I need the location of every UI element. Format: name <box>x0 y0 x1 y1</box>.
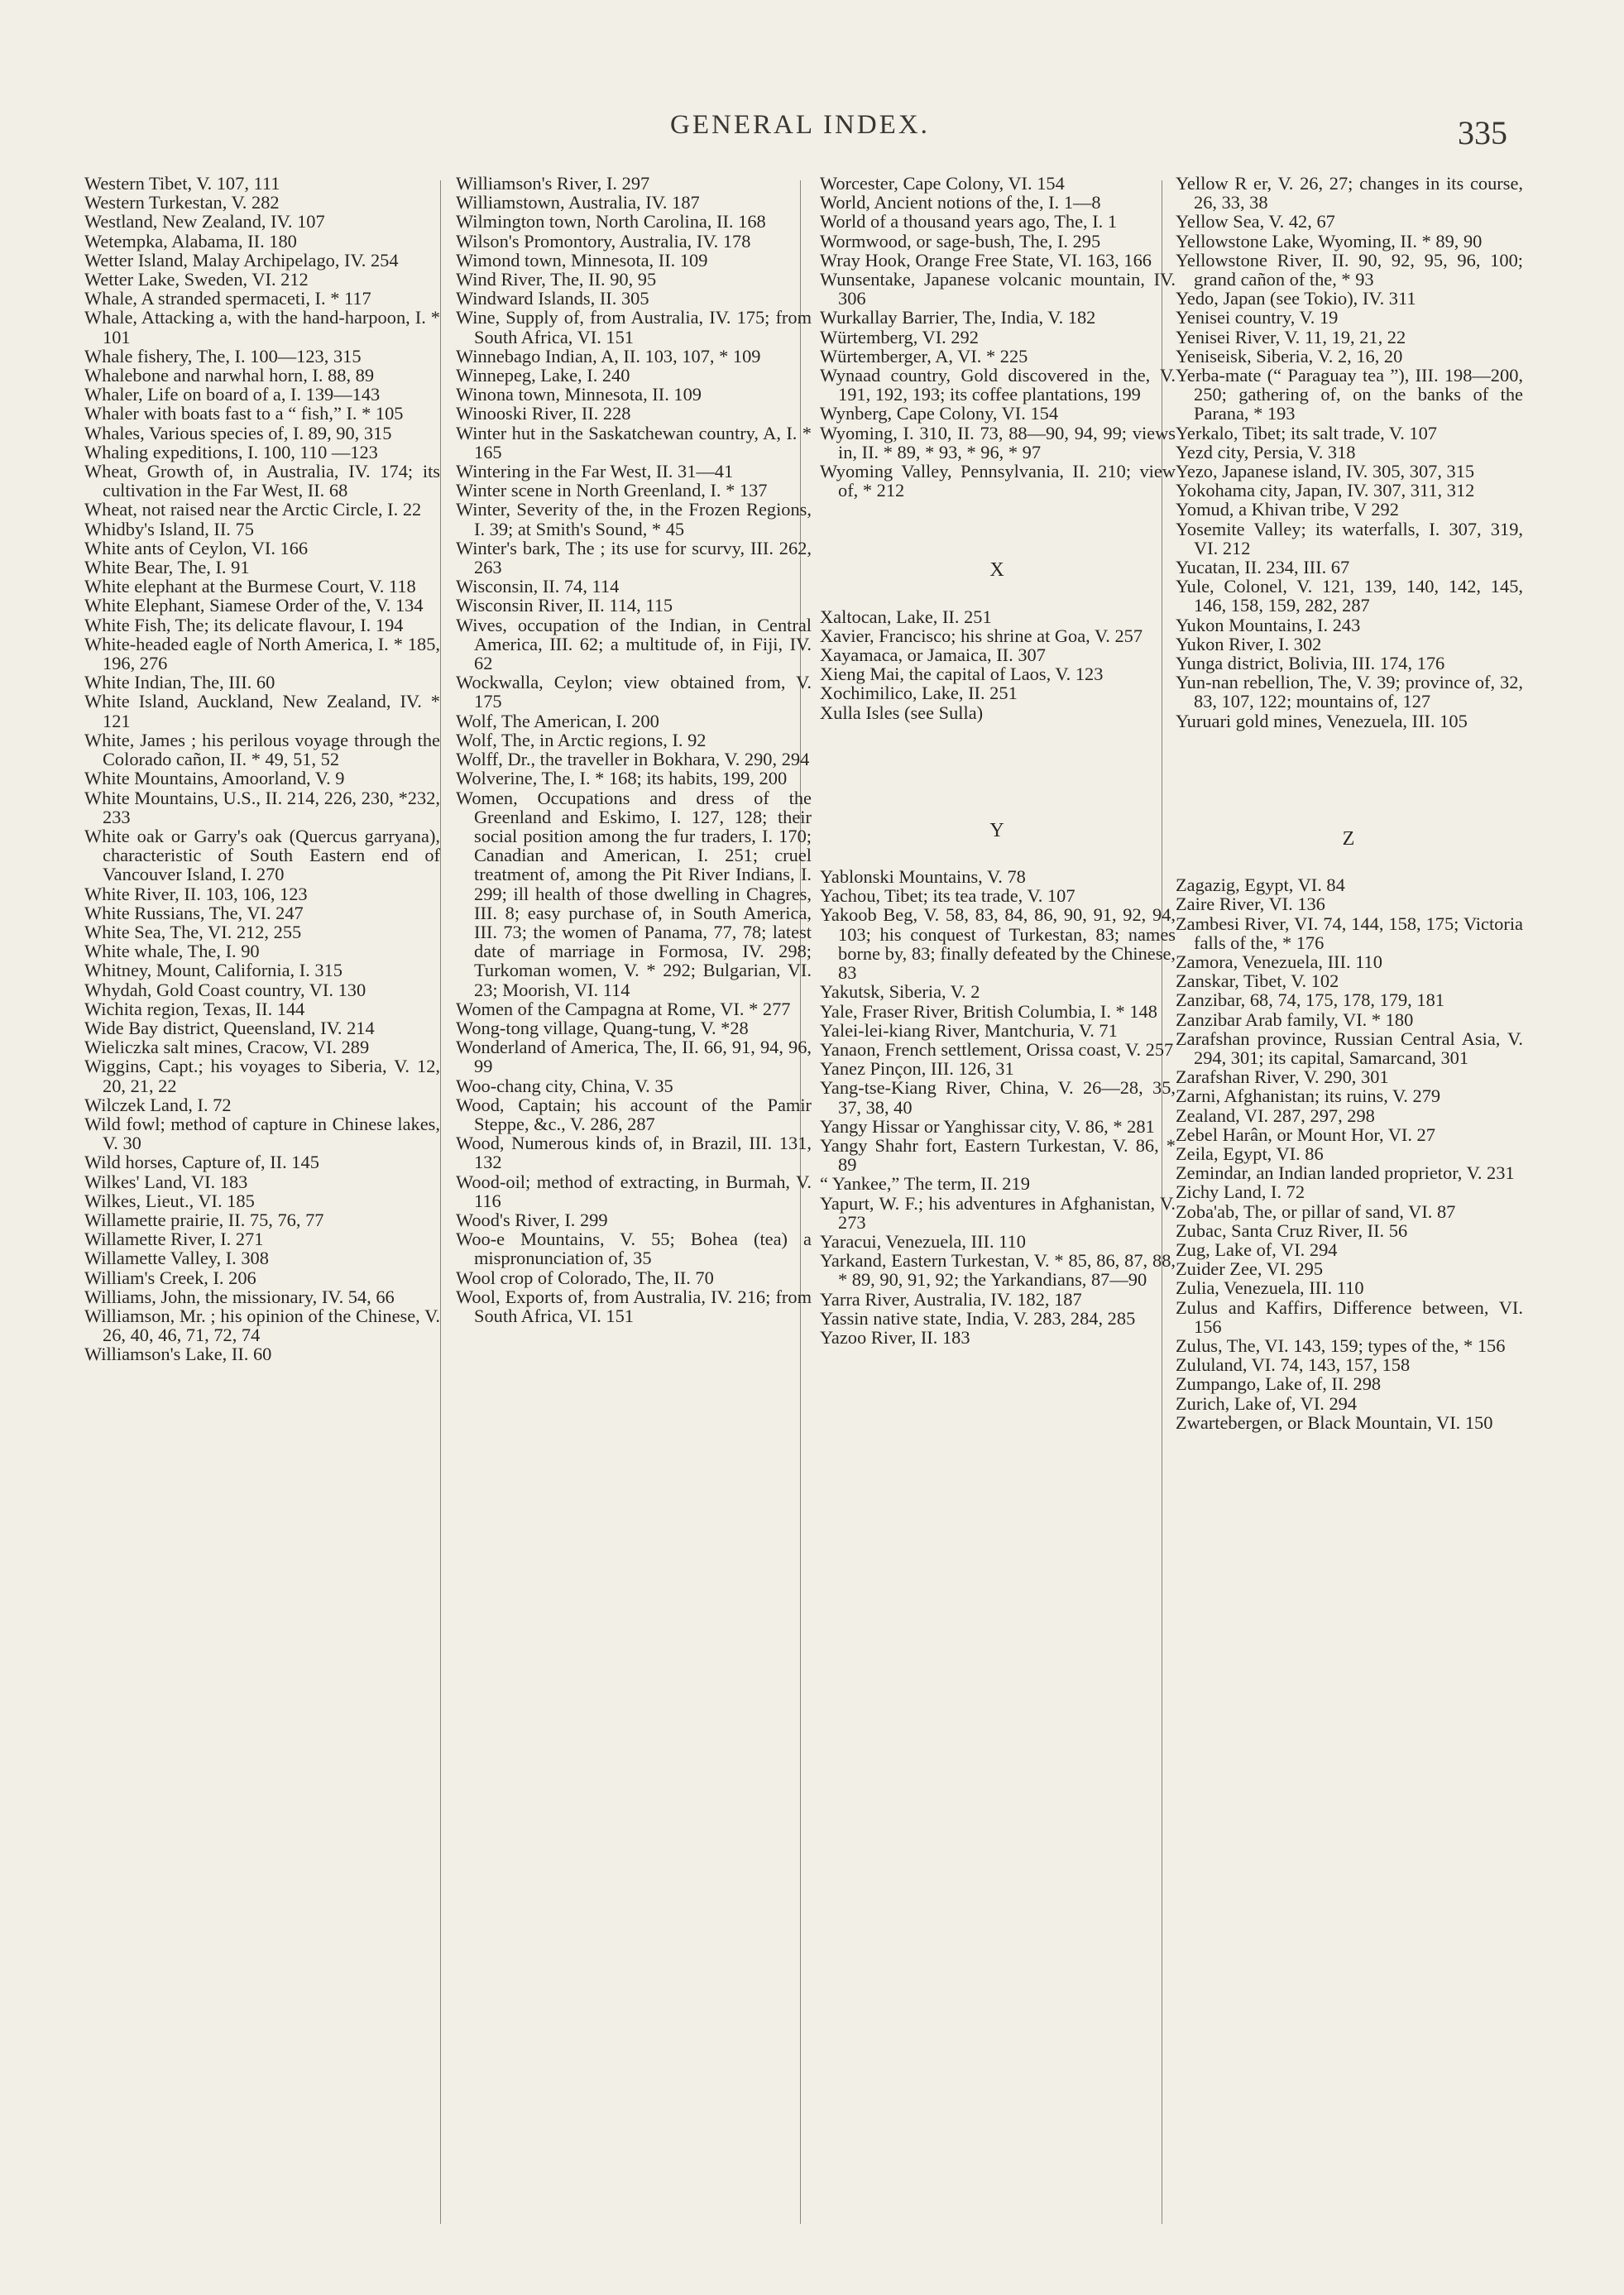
index-entry: Yokohama city, Japan, IV. 307, 311, 312 <box>1176 480 1475 501</box>
index-entry: Wiggins, Capt.; his voyages to Siberia, V. 12, 20, 21, 22 <box>84 1056 440 1096</box>
index-entry: Würtemberger, A, VI. * 225 <box>820 345 1028 367</box>
index-entry: Wheat, Growth of, in Australia, IV. 174; its cultivation in the Far West, II. 68 <box>84 461 440 501</box>
index-entry: Whale, Attacking a, with the hand-harpoon, I. * 101 <box>84 307 440 347</box>
index-entry: Yun-nan rebellion, The, V. 39; province of, 32, 83, 107, 122; mountains of, 127 <box>1176 672 1523 712</box>
index-entry: Xavier, Francisco; his shrine at Goa, V. 257 <box>820 625 1143 646</box>
index-entry: Wonderland of America, The, II. 66, 91, 94, 96, 99 <box>456 1037 812 1077</box>
index-entry: Yerba-mate (“ Paraguay tea ”), III. 198—200, 250; gathering of, on the banks of the Parana, * 193 <box>1176 365 1523 424</box>
index-entry: Yellowstone River, II. 90, 92, 95, 96, 100; grand cañon of the, * 93 <box>1176 249 1523 290</box>
index-entry: Willamette River, I. 271 <box>84 1229 264 1250</box>
index-entry: Zarafshan River, V. 290, 301 <box>1176 1066 1389 1088</box>
index-entry: Yeniseisk, Siberia, V. 2, 16, 20 <box>1176 345 1403 367</box>
section-gap <box>1176 731 1523 830</box>
index-entry: Yazoo River, II. 183 <box>820 1326 970 1348</box>
section-letter-heading: X <box>989 559 1006 582</box>
index-entry: Yezo, Japanese island, IV. 305, 307, 315 <box>1176 461 1475 482</box>
index-entry: Zaire River, VI. 136 <box>1176 894 1325 915</box>
index-entry: Zanzibar, 68, 74, 175, 178, 179, 181 <box>1176 989 1444 1011</box>
index-entry: Zagazig, Egypt, VI. 84 <box>1176 874 1345 896</box>
index-entry: White ants of Ceylon, VI. 166 <box>84 537 309 558</box>
index-entry: Whales, Various species of, I. 89, 90, 315 <box>84 422 392 443</box>
index-entry: Zanskar, Tibet, V. 102 <box>1176 970 1339 992</box>
index-entry: Wolff, Dr., the traveller in Bokhara, V. 290, 294 <box>456 749 810 770</box>
index-entry: Zurich, Lake of, VI. 294 <box>1176 1392 1358 1414</box>
index-entry: Willamette prairie, II. 75, 76, 77 <box>84 1209 324 1230</box>
index-entry: White River, II. 103, 106, 123 <box>84 883 308 904</box>
index-entry: Woo-e Mountains, V. 55; Bohea (tea) a mispronunciation of, 35 <box>456 1229 812 1269</box>
index-entry: Yosemite Valley; its waterfalls, I. 307, 319, VI. 212 <box>1176 518 1523 558</box>
index-entry: White Bear, The, I. 91 <box>84 557 250 578</box>
index-entry: World of a thousand years ago, The, I. 1 <box>820 211 1118 232</box>
index-entry: Zug, Lake of, VI. 294 <box>1176 1239 1338 1260</box>
index-entry: Wood, Numerous kinds of, in Brazil, III. 131, 132 <box>456 1133 812 1173</box>
index-entry: Williamson, Mr. ; his opinion of the Chinese, V. 26, 40, 46, 71, 72, 74 <box>84 1305 440 1346</box>
index-entry: Whaler with boats fast to a “ fish,” I. * 105 <box>84 403 404 424</box>
index-entry: Wolverine, The, I. * 168; its habits, 199, 200 <box>456 768 788 789</box>
index-entry: Yalei-lei-kiang River, Mantchuria, V. 71 <box>820 1019 1118 1041</box>
index-entry: Wood's River, I. 299 <box>456 1209 608 1230</box>
index-entry: Yakoob Beg, V. 58, 83, 84, 86, 90, 91, 92, 94, 103; his conquest of Turkestan, 83; names borne by, 83; finally defeated by the Chinese, 83 <box>820 904 1176 984</box>
index-entry: Wheat, not raised near the Arctic Circle, I. 22 <box>84 499 422 520</box>
index-entry: Wyoming Valley, Pennsylvania, II. 210; view of, * 212 <box>820 461 1176 501</box>
index-entry: Western Turkestan, V. 282 <box>84 192 280 213</box>
index-entry: Zichy Land, I. 72 <box>1176 1181 1305 1203</box>
index-entry: White Sea, The, VI. 212, 255 <box>84 921 302 942</box>
index-entry: Yucatan, II. 234, III. 67 <box>1176 557 1350 578</box>
index-entry: Whale fishery, The, I. 100—123, 315 <box>84 345 362 367</box>
index-entry: Williamson's Lake, II. 60 <box>84 1344 272 1365</box>
index-entry: Wieliczka salt mines, Cracow, VI. 289 <box>84 1037 370 1058</box>
running-title: GENERAL INDEX. <box>670 110 930 140</box>
index-entry: Zululand, VI. 74, 143, 157, 158 <box>1176 1354 1411 1376</box>
index-entry: Whalebone and narwhal horn, I. 88, 89 <box>84 365 375 386</box>
index-entry: Whydah, Gold Coast country, VI. 130 <box>84 979 366 1000</box>
index-column-2 <box>456 174 812 2226</box>
index-entry: Yenisei River, V. 11, 19, 21, 22 <box>1176 326 1406 347</box>
index-entry: Women of the Campagna at Rome, VI. * 277 <box>456 998 791 1019</box>
index-entry: Wives, occupation of the Indian, in Central America, III. 62; a multitude of, in Fiji, IV. 62 <box>456 614 812 674</box>
index-entry: Zamora, Venezuela, III. 110 <box>1176 951 1382 972</box>
index-entry: Wisconsin, II. 74, 114 <box>456 576 620 597</box>
index-entry: Wolf, The American, I. 200 <box>456 710 659 731</box>
index-entry: White Elephant, Siamese Order of the, V. 134 <box>84 595 424 616</box>
index-entry: White Fish, The; its delicate flavour, I. 194 <box>84 614 404 635</box>
index-entry: Wilson's Promontory, Australia, IV. 178 <box>456 230 751 252</box>
index-entry: Winter's bark, The ; its use for scurvy, III. 262, 263 <box>456 537 812 578</box>
section-gap <box>820 841 1176 867</box>
index-entry: Women, Occupations and dress of the Greenland and Eskimo, I. 127, 128; their social position among the fur traders, I. 170; Canadian and American, I. 251; cruel treatment of, among the Pit River Indians, I. 299; ill health of those dwelling in Chagres, III. 8; easy purchase of, in South America, III. 73; the women of Panama, 77, 78; latest date of marriage in Formosa, IV. 298; Turkoman women, V. * 292; Bulgarian, VI. 23; Moorish, VI. 114 <box>456 787 812 1000</box>
index-entry: Yanaon, French settlement, Orissa coast, V. 257 <box>820 1038 1174 1060</box>
index-entry: Winona town, Minnesota, II. 109 <box>456 384 702 405</box>
index-entry: White Island, Auckland, New Zealand, IV. * 121 <box>84 691 440 731</box>
index-entry: William's Creek, I. 206 <box>84 1267 256 1288</box>
index-entry: Yassin native state, India, V. 283, 284, 285 <box>820 1307 1136 1329</box>
index-entry: Wilkes, Lieut., VI. 185 <box>84 1190 255 1211</box>
index-entry: “ Yankee,” The term, II. 219 <box>820 1173 1030 1195</box>
index-entry: Winooski River, II. 228 <box>456 403 631 424</box>
index-entry: Wurkallay Barrier, The, India, V. 182 <box>820 307 1096 328</box>
index-entry: Yangy Shahr fort, Eastern Turkestan, V. 86, * 89 <box>820 1134 1176 1176</box>
index-entry: Wilkes' Land, VI. 183 <box>84 1171 248 1192</box>
index-entry: Xulla Isles (see Sulla) <box>820 702 984 723</box>
index-entry: White Mountains, Amoorland, V. 9 <box>84 768 345 789</box>
index-entry: White-headed eagle of North America, I. * 185, 196, 276 <box>84 633 440 674</box>
index-entry: Whitney, Mount, California, I. 315 <box>84 960 343 981</box>
index-entry: Western Tibet, V. 107, 111 <box>84 174 280 194</box>
index-entry: White Russians, The, VI. 247 <box>84 902 304 923</box>
index-entry: Willamette Valley, I. 308 <box>84 1248 269 1269</box>
index-entry: Zarafshan province, Russian Central Asia, V. 294, 301; its capital, Samarcand, 301 <box>1176 1028 1523 1068</box>
index-entry: Woo-chang city, China, V. 35 <box>456 1075 673 1096</box>
index-entry: Yomud, a Khivan tribe, V 292 <box>1176 499 1399 520</box>
index-entry: Worcester, Cape Colony, VI. 154 <box>820 174 1065 194</box>
index-entry: Wetter Island, Malay Archipelago, IV. 254 <box>84 249 399 271</box>
index-entry: White elephant at the Burmese Court, V. 118 <box>84 576 416 597</box>
index-entry: Yule, Colonel, V. 121, 139, 140, 142, 145, 146, 158, 159, 282, 287 <box>1176 576 1523 616</box>
index-entry: Yenisei country, V. 19 <box>1176 307 1339 328</box>
index-column-3 <box>820 174 1176 2226</box>
index-entry: Winter scene in North Greenland, I. * 137 <box>456 480 768 501</box>
index-entry: Wockwalla, Ceylon; view obtained from, V. 175 <box>456 672 812 712</box>
index-entry: Wichita region, Texas, II. 144 <box>84 998 305 1019</box>
index-entry: Zumpango, Lake of, II. 298 <box>1176 1373 1382 1395</box>
index-entry: Xochimilico, Lake, II. 251 <box>820 683 1018 704</box>
index-entry: Wintering in the Far West, II. 31—41 <box>456 461 734 482</box>
section-gap <box>820 722 1176 822</box>
index-entry: Wilczek Land, I. 72 <box>84 1094 232 1115</box>
index-entry: Whale, A stranded spermaceti, I. * 117 <box>84 288 371 309</box>
index-entry: Williamstown, Australia, IV. 187 <box>456 192 700 213</box>
index-entry: Windward Islands, II. 305 <box>456 288 649 309</box>
index-entry: Yunga district, Bolivia, III. 174, 176 <box>1176 653 1445 674</box>
index-entry: Wine, Supply of, from Australia, IV. 175; from South Africa, VI. 151 <box>456 307 812 347</box>
index-entry: Yakutsk, Siberia, V. 2 <box>820 981 980 1003</box>
index-entry: Wray Hook, Orange Free State, VI. 163, 166 <box>820 249 1152 271</box>
index-entry: Yapurt, W. F.; his adventures in Afghanistan, V. 273 <box>820 1192 1176 1233</box>
index-entry: Yarra River, Australia, IV. 182, 187 <box>820 1288 1082 1310</box>
index-entry: Wood-oil; method of extracting, in Burmah, V. 116 <box>456 1171 812 1211</box>
index-entry: Yangy Hissar or Yanghissar city, V. 86, * 281 <box>820 1115 1155 1137</box>
index-entry: White oak or Garry's oak (Quercus garryana), characteristic of South Eastern end of Vancouver Island, I. 270 <box>84 825 440 885</box>
index-entry: Zealand, VI. 287, 297, 298 <box>1176 1104 1375 1126</box>
index-entry: White, James ; his perilous voyage through the Colorado cañon, II. * 49, 51, 52 <box>84 729 440 770</box>
section-gap <box>1176 849 1523 875</box>
index-entry: Wetter Lake, Sweden, VI. 212 <box>84 269 309 290</box>
section-gap <box>820 500 1176 561</box>
index-entry: Zwartebergen, or Black Mountain, VI. 150 <box>1176 1411 1493 1433</box>
index-entry: Winnepeg, Lake, I. 240 <box>456 365 630 386</box>
index-entry: Zarni, Afghanistan; its ruins, V. 279 <box>1176 1085 1441 1107</box>
index-entry: Yanez Pinçon, III. 126, 31 <box>820 1058 1014 1080</box>
index-entry: World, Ancient notions of the, I. 1—8 <box>820 192 1101 213</box>
index-entry: Wisconsin River, II. 114, 115 <box>456 595 673 616</box>
index-entry: Wool crop of Colorado, The, II. 70 <box>456 1267 714 1288</box>
index-entry: Wind River, The, II. 90, 95 <box>456 269 657 290</box>
index-entry: Würtemberg, VI. 292 <box>820 326 979 347</box>
index-entry: Zemindar, an Indian landed proprietor, V. 231 <box>1176 1162 1515 1184</box>
index-entry: Winnebago Indian, A, II. 103, 107, * 109 <box>456 345 761 367</box>
index-entry: Wilmington town, North Carolina, II. 168 <box>456 211 766 232</box>
index-entry: Wetempka, Alabama, II. 180 <box>84 230 297 252</box>
section-letter-heading: Y <box>989 819 1006 841</box>
index-entry: Yaracui, Venezuela, III. 110 <box>820 1230 1026 1252</box>
index-entry: White whale, The, I. 90 <box>84 941 260 962</box>
index-entry: Wong-tong village, Quang-tung, V. *28 <box>456 1017 749 1038</box>
index-entry: Westland, New Zealand, IV. 107 <box>84 211 325 232</box>
index-entry: Wimond town, Minnesota, II. 109 <box>456 249 708 271</box>
index-column-4 <box>1176 174 1523 2226</box>
index-entry: Williams, John, the missionary, IV. 54, 66 <box>84 1286 395 1307</box>
section-letter-heading: Z <box>1342 827 1357 850</box>
index-entry: Xaltocan, Lake, II. 251 <box>820 606 992 627</box>
page-header <box>0 110 1624 160</box>
index-entry: White Mountains, U.S., II. 214, 226, 230, *232, 233 <box>84 787 440 827</box>
index-entry: Winter hut in the Saskatchewan country, A, I. * 165 <box>456 422 812 462</box>
index-entry: Zeila, Egypt, VI. 86 <box>1176 1143 1324 1164</box>
page-number: 335 <box>1458 114 1507 151</box>
index-entry: Wormwood, or sage-bush, The, I. 295 <box>820 230 1101 252</box>
index-entry: Yale, Fraser River, British Columbia, I. * 148 <box>820 1000 1157 1022</box>
index-entry: Yachou, Tibet; its tea trade, V. 107 <box>820 885 1075 907</box>
index-entry: Wolf, The, in Arctic regions, I. 92 <box>456 729 707 750</box>
index-entry: Yuruari gold mines, Venezuela, III. 105 <box>1176 710 1468 731</box>
index-entry: Wynaad country, Gold discovered in the, V. 191, 192, 193; its coffee plantations, 199 <box>820 365 1176 405</box>
index-entry: Zuider Zee, VI. 295 <box>1176 1258 1324 1280</box>
index-entry: Yellowstone Lake, Wyoming, II. * 89, 90 <box>1176 230 1483 252</box>
index-entry: Zambesi River, VI. 74, 144, 158, 175; Victoria falls of the, * 176 <box>1176 913 1523 953</box>
index-entry: Wild horses, Capture of, II. 145 <box>84 1152 319 1173</box>
index-entry: Zanzibar Arab family, VI. * 180 <box>1176 1009 1414 1030</box>
index-entry: Whaler, Life on board of a, I. 139—143 <box>84 384 381 405</box>
index-entry: Wild fowl; method of capture in Chinese lakes, V. 30 <box>84 1113 440 1154</box>
index-entry: Yezd city, Persia, V. 318 <box>1176 441 1356 462</box>
index-entry: Yellow Sea, V. 42, 67 <box>1176 211 1335 232</box>
index-entry: Wide Bay district, Queensland, IV. 214 <box>84 1017 375 1038</box>
index-entry: Wood, Captain; his account of the Pamir Steppe, &c., V. 286, 287 <box>456 1094 812 1134</box>
index-entry: Winter, Severity of the, in the Frozen Regions, I. 39; at Smith's Sound, * 45 <box>456 499 812 539</box>
index-entry: Yerkalo, Tibet; its salt trade, V. 107 <box>1176 422 1437 443</box>
index-entry: Zulus and Kaffirs, Difference between, VI. 156 <box>1176 1296 1523 1337</box>
index-entry: Yellow R er, V. 26, 27; changes in its course, 26, 33, 38 <box>1176 174 1523 213</box>
column-divider <box>440 180 441 2224</box>
index-entry: Wyoming, I. 310, II. 73, 88—90, 94, 99; views in, II. * 89, * 93, * 96, * 97 <box>820 422 1176 462</box>
index-entry: Xayamaca, or Jamaica, II. 307 <box>820 644 1046 666</box>
index-entry: Zulus, The, VI. 143, 159; types of the, * 156 <box>1176 1334 1506 1356</box>
index-entry: Yukon Mountains, I. 243 <box>1176 614 1361 635</box>
index-entry: Zoba'ab, The, or pillar of sand, VI. 87 <box>1176 1200 1456 1222</box>
index-entry: Yarkand, Eastern Turkestan, V. * 85, 86, 87, 88, * 89, 90, 91, 92; the Yarkandians, 87—90 <box>820 1250 1176 1291</box>
index-entry: Zebel Harân, or Mount Hor, VI. 27 <box>1176 1124 1435 1145</box>
index-entry: White Indian, The, III. 60 <box>84 672 275 693</box>
index-entry: Wynberg, Cape Colony, VI. 154 <box>820 403 1059 424</box>
index-entry: Wool, Exports of, from Australia, IV. 216; from South Africa, VI. 151 <box>456 1286 812 1326</box>
index-entry: Xieng Mai, the capital of Laos, V. 123 <box>820 664 1104 685</box>
index-entry: Whaling expeditions, I. 100, 110 —123 <box>84 441 378 462</box>
index-entry: Yang-tse-Kiang River, China, V. 26—28, 35, 37, 38, 40 <box>820 1077 1176 1118</box>
index-entry: Whidby's Island, II. 75 <box>84 518 254 539</box>
index-column-1 <box>84 174 440 2226</box>
index-entry: Yukon River, I. 302 <box>1176 633 1322 654</box>
index-entry: Zulia, Venezuela, III. 110 <box>1176 1277 1364 1299</box>
section-gap <box>820 581 1176 607</box>
index-entry: Yedo, Japan (see Tokio), IV. 311 <box>1176 288 1416 309</box>
index-entry: Yablonski Mountains, V. 78 <box>820 866 1026 888</box>
index-entry: Wunsentake, Japanese volcanic mountain, IV. 306 <box>820 269 1176 309</box>
index-entry: Williamson's River, I. 297 <box>456 174 650 194</box>
index-entry: Zubac, Santa Cruz River, II. 56 <box>1176 1219 1408 1241</box>
